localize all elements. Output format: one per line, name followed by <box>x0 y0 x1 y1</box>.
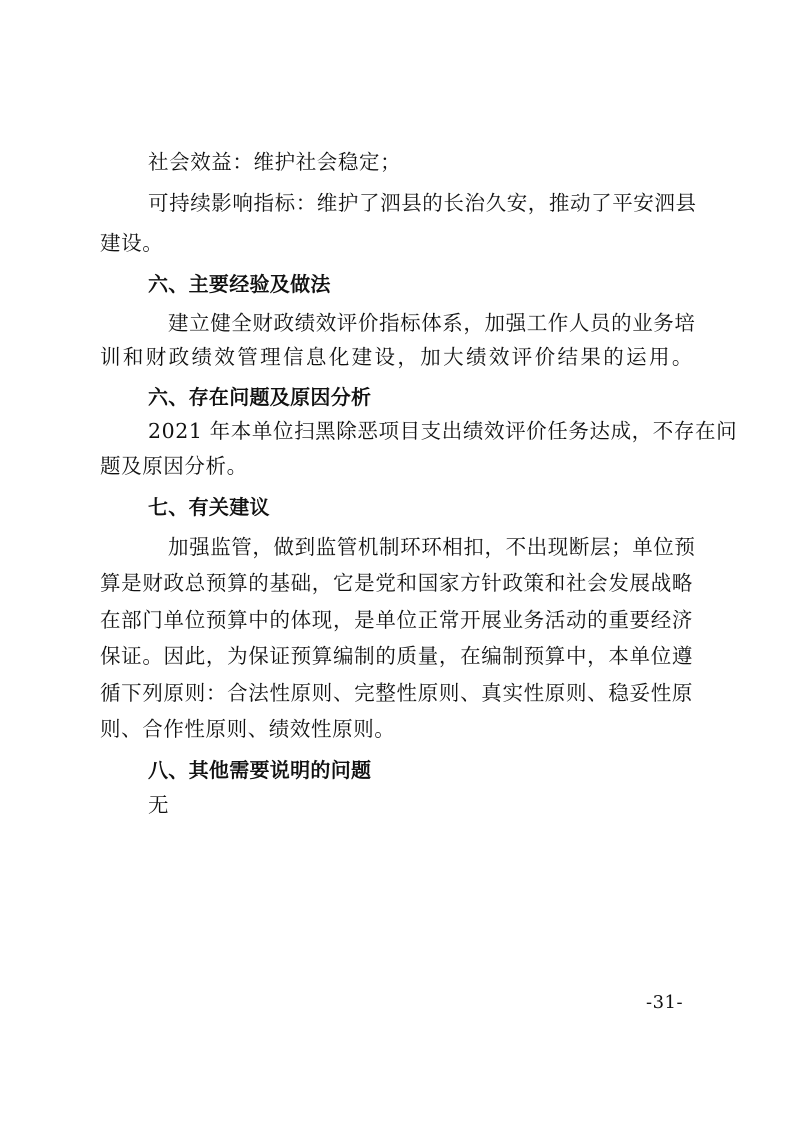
experience-paragraph-line-1: 建立健全财政绩效评价指标体系，加强工作人员的业务培 <box>168 311 696 335</box>
page-number: -31- <box>646 992 684 1013</box>
suggestions-paragraph-line-3: 在部门单位预算中的体现，是单位正常开展业务活动的重要经济 <box>100 608 693 632</box>
experience-paragraph-line-2: 训和财政绩效管理信息化建设，加大绩效评价结果的运用。 <box>100 345 693 369</box>
suggestions-paragraph-line-5: 循下列原则：合法性原则、完整性原则、真实性原则、稳妥性原 <box>100 681 693 705</box>
section-heading-other: 八、其他需要说明的问题 <box>148 758 372 782</box>
section-heading-suggestions: 七、有关建议 <box>148 495 270 519</box>
suggestions-paragraph-line-1: 加强监管，做到监管机制环环相扣，不出现断层；单位预 <box>168 535 696 559</box>
section-heading-problems: 六、存在问题及原因分析 <box>148 385 372 409</box>
section-heading-experience: 六、主要经验及做法 <box>148 272 331 296</box>
social-benefit-line: 社会效益：维护社会稳定； <box>148 150 402 174</box>
suggestions-paragraph-line-6: 则、合作性原则、绩效性原则。 <box>100 717 396 741</box>
suggestions-paragraph-line-4: 保证。因此，为保证预算编制的质量，在编制预算中，本单位遵 <box>100 644 693 668</box>
problems-paragraph-line-2: 题及原因分析。 <box>100 454 248 478</box>
suggestions-paragraph-line-2: 算是财政总预算的基础，它是党和国家方针政策和社会发展战略 <box>100 571 693 595</box>
sustainable-impact-line-continued: 建设。 <box>100 231 164 255</box>
problems-paragraph-line-1: 2021 年本单位扫黑除恶项目支出绩效评价任务达成，不存在问 <box>148 419 738 443</box>
sustainable-impact-line: 可持续影响指标：维护了泗县的长治久安，推动了平安泗县 <box>148 191 697 215</box>
other-paragraph: 无 <box>148 793 170 817</box>
